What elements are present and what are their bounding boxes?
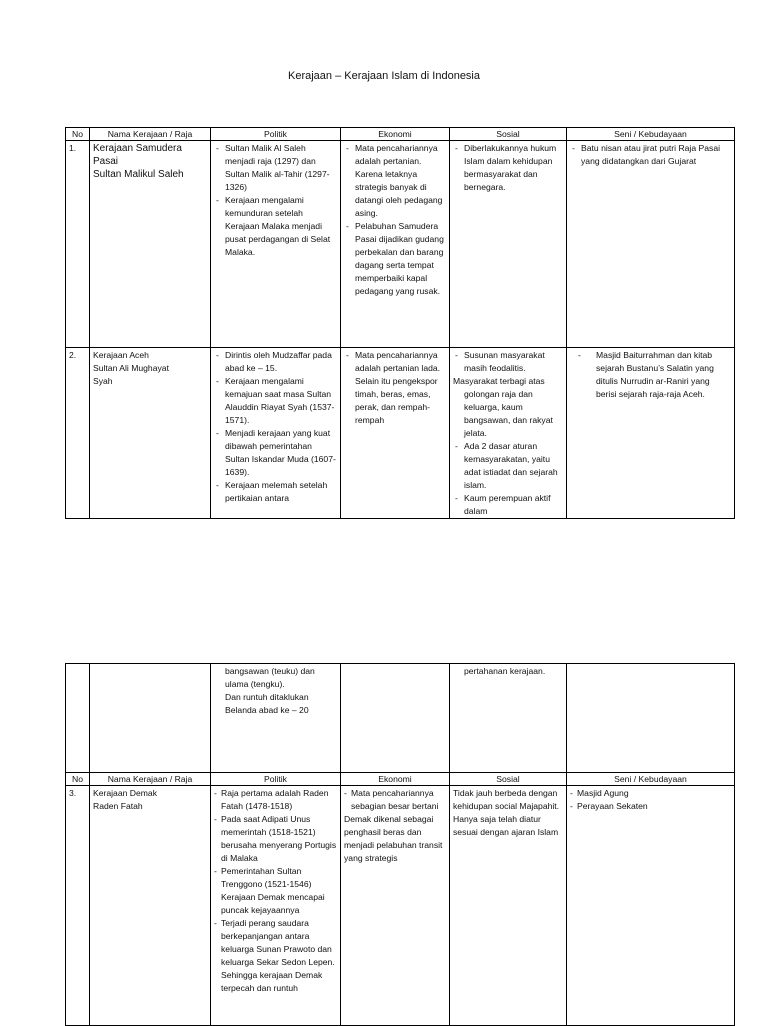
header-seni: Seni / Kebudayaan	[567, 128, 735, 141]
header-politik: Politik	[211, 128, 341, 141]
politik-text: Dan runtuh ditaklukan Belanda abad ke – 20	[225, 692, 309, 715]
header-nama: Nama Kerajaan / Raja	[90, 773, 211, 786]
politik-cell	[211, 348, 341, 519]
kingdom-name: Kerajaan Samudera	[93, 143, 182, 154]
kingdom-name-cell	[90, 348, 211, 519]
table-header-row	[66, 773, 735, 786]
sosial-text: Masyarakat terbagi atas	[453, 376, 545, 386]
table-row	[66, 348, 735, 519]
kingdom-name-cell	[90, 786, 211, 1026]
sosial-cell	[450, 141, 567, 348]
politik-cell	[211, 786, 341, 1026]
seni-cell	[567, 348, 735, 519]
ruler-name: Sultan Ali Mughayat	[93, 363, 169, 373]
sosial-text: Tidak jauh berbeda dengan kehidupan social Majapahit. Hanya saja telah diatur sesuai dengan ajaran Islam	[453, 788, 560, 837]
ekonomi-cell	[341, 664, 450, 773]
list-item: - Sultan Malik Al Saleh menjadi raja (1297) dan Sultan Malik al-Tahir (1297-1326)	[214, 142, 337, 194]
ekonomi-cell	[341, 786, 450, 1026]
list-item: - Dirintis oleh Mudzaffar pada abad ke – 15.	[214, 349, 337, 375]
sosial-text: pertahanan kerajaan.	[464, 666, 546, 676]
list-item: - Kerajaan mengalami kemajuan saat masa Sultan Alauddin Riayat Syah (1537-1571).	[214, 375, 337, 427]
list-item: - Pelabuhan Samudera Pasai dijadikan gudang perbekalan dan barang dagang serta tempat memperbaiki kapal pedagang yang rusak.	[344, 220, 446, 298]
politik-text: bangsawan (teuku) dan ulama (tengku).	[225, 666, 315, 689]
list-item: - Raja pertama adalah Raden Fatah (1478-1518)	[214, 787, 337, 813]
header-seni: Seni / Kebudayaan	[567, 773, 735, 786]
ruler-name: Raden Fatah	[93, 801, 143, 811]
seni-cell	[567, 786, 735, 1026]
table-header-row	[66, 128, 735, 141]
kingdom-name-cell	[90, 664, 211, 773]
kingdom-name-cell	[90, 141, 211, 348]
header-ekonomi: Ekonomi	[341, 128, 450, 141]
list-item: - Susunan masyarakat masih feodalitis.	[453, 349, 563, 375]
seni-cell	[567, 141, 735, 348]
list-item: - Diberlakukannya hukum Islam dalam kehidupan bermasyarakat dan bernegara.	[453, 142, 563, 194]
kingdom-name: Pasai	[93, 156, 119, 167]
list-item: - Masjid Agung	[570, 787, 731, 800]
list-item: - Kaum perempuan aktif dalam	[453, 492, 563, 518]
list-item: - Masjid Baiturrahman dan kitab sejarah Bustanu’s Salatin yang ditulis Nurrudin ar-Raniri yang berisi sejarah raja-raja Aceh.	[570, 349, 731, 401]
kingdoms-table-page1	[65, 127, 735, 519]
list-item: - Ada 2 dasar aturan kemasyarakatan, yaitu adat istiadat dan sejarah islam.	[453, 440, 563, 492]
ekonomi-text: Demak dikenal sebagai penghasil beras dan menjadi pelabuhan transit yang strategis	[344, 814, 443, 863]
kingdoms-table-page2	[65, 663, 735, 1026]
list-item: - Batu nisan atau jirat putri Raja Pasai yang didatangkan dari Gujarat	[570, 142, 731, 168]
header-no: No	[66, 773, 90, 786]
header-ekonomi: Ekonomi	[341, 773, 450, 786]
list-item: - Mata pencahariannya adalah pertanian. Karena letaknya strategis banyak di datangi oleh pedagang asing.	[344, 142, 446, 220]
list-item: - Pemerintahan Sultan Trenggono (1521-1546) Kerajaan Demak mencapai puncak kejayaannya	[214, 865, 337, 917]
politik-cell	[211, 141, 341, 348]
row-number	[66, 664, 90, 773]
list-item: - Kerajaan mengalami kemunduran setelah Kerajaan Malaka menjadi pusat perdagangan di Selat Malaka.	[214, 194, 337, 259]
list-item: - Perayaan Sekaten	[570, 800, 731, 813]
sosial-text: golongan raja dan keluarga, kaum bangsawan, dan rakyat jelata.	[464, 389, 553, 438]
kingdom-name: Kerajaan Aceh	[93, 350, 149, 360]
politik-cell	[211, 664, 341, 773]
ruler-name: Syah	[93, 376, 113, 386]
header-nama: Nama Kerajaan / Raja	[90, 128, 211, 141]
list-item: - Pada saat Adipati Unus memerintah (1518-1521) berusaha menyerang Portugis di Malaka	[214, 813, 337, 865]
header-sosial: Sosial	[450, 773, 567, 786]
list-item: - Mata pencahariannya adalah pertanian lada. Selain itu pengekspor timah, beras, emas, perak, dan rempah-rempah	[344, 349, 446, 427]
table-row	[66, 141, 735, 348]
document-title: Kerajaan – Kerajaan Islam di Indonesia	[287, 70, 480, 82]
row-number: 3.	[66, 786, 90, 1026]
list-item: - Terjadi perang saudara berkepanjangan antara keluarga Sunan Prawoto dan keluarga Sekar Sedon Lepen. Sehingga kerajaan Demak terpecah dan runtuh	[214, 917, 337, 995]
ruler-name: Sultan Malikul Saleh	[93, 169, 184, 180]
table-row-continued	[66, 664, 735, 773]
row-number: 2.	[66, 348, 90, 519]
ekonomi-cell	[341, 141, 450, 348]
table-row	[66, 786, 735, 1026]
seni-cell	[567, 664, 735, 773]
list-item: - Menjadi kerajaan yang kuat dibawah pemerintahan Sultan Iskandar Muda (1607-1639).	[214, 427, 337, 479]
kingdom-name: Kerajaan Demak	[93, 788, 158, 798]
header-sosial: Sosial	[450, 128, 567, 141]
header-politik: Politik	[211, 773, 341, 786]
list-item: - Kerajaan melemah setelah pertikaian antara	[214, 479, 337, 505]
sosial-cell	[450, 348, 567, 519]
sosial-cell	[450, 786, 567, 1026]
header-no: No	[66, 128, 90, 141]
row-number: 1.	[66, 141, 90, 348]
sosial-cell	[450, 664, 567, 773]
list-item: - Mata pencahariannya sebagian besar bertani	[344, 787, 446, 813]
ekonomi-cell	[341, 348, 450, 519]
